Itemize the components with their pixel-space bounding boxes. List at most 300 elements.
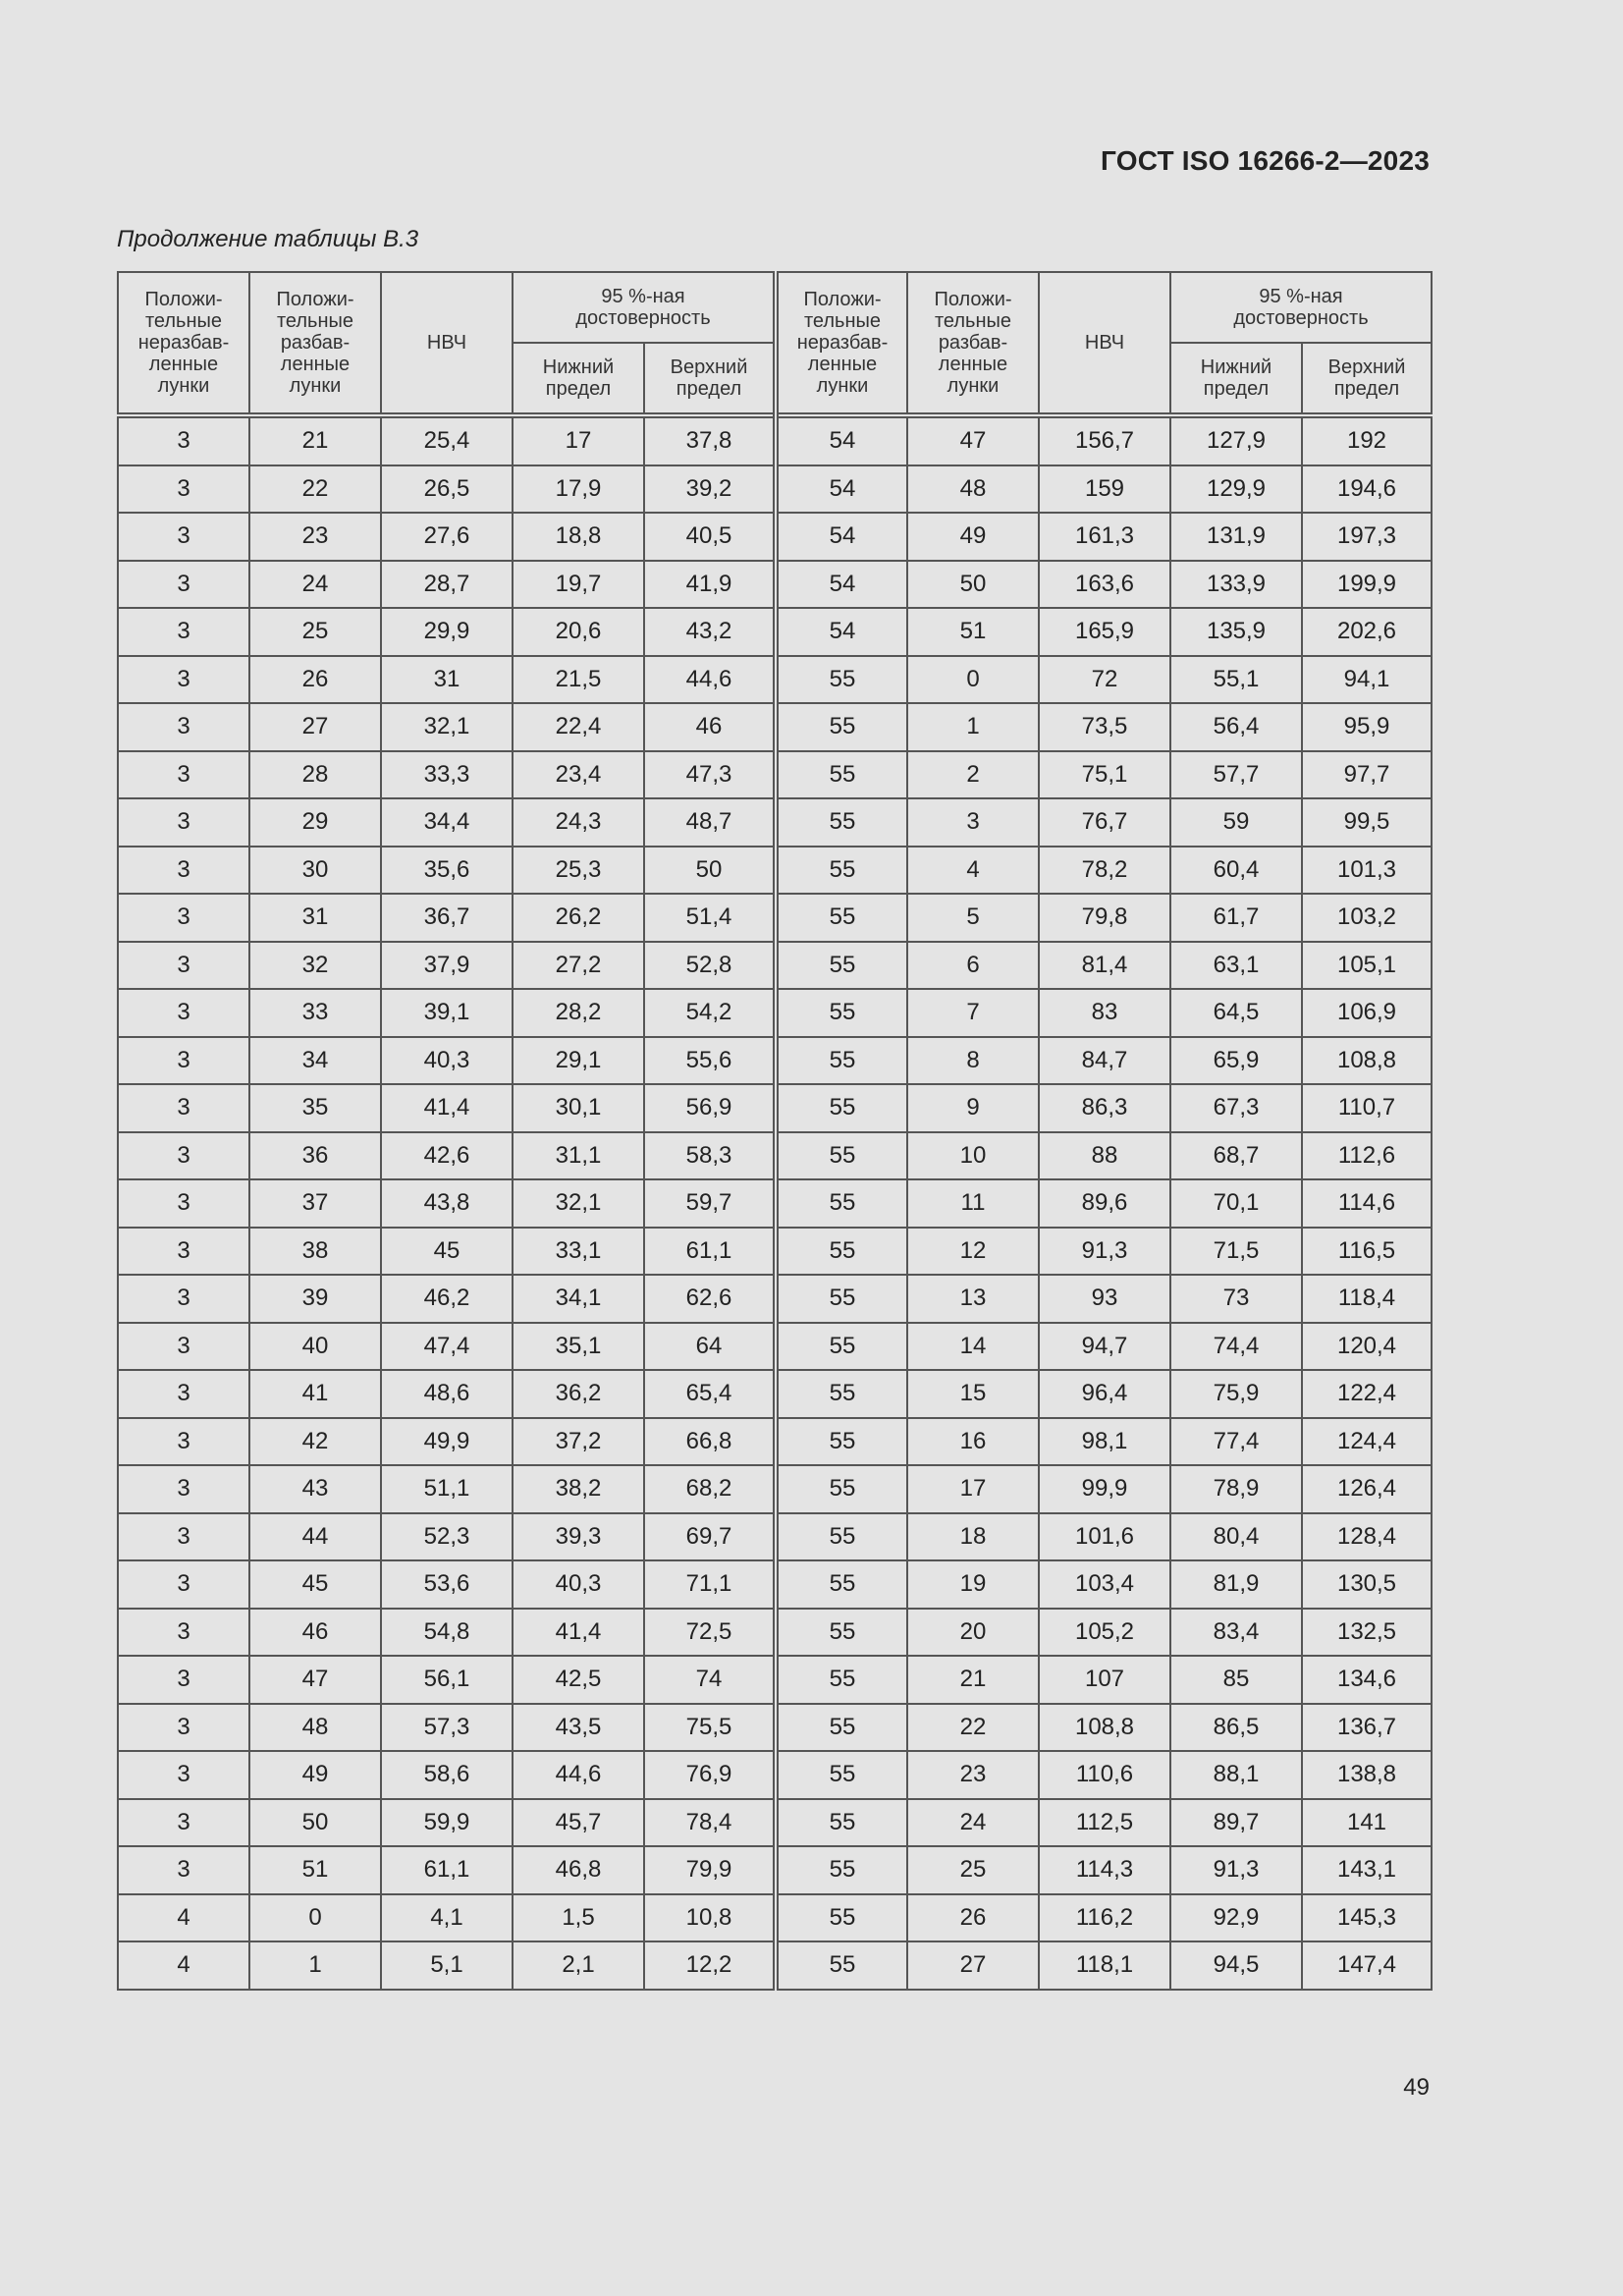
cell-upper: 202,6 [1302,608,1432,656]
cell-lower: 23,4 [513,751,644,799]
cell-pos-diluted: 44 [249,1513,381,1561]
cell-lower: 37,2 [513,1418,644,1466]
cell-upper: 51,4 [644,894,776,942]
header-confidence: 95 %-ная достоверность [1170,272,1432,343]
cell-upper: 68,2 [644,1465,776,1513]
cell-upper: 54,2 [644,989,776,1037]
cell-pos-nondiluted: 3 [118,942,249,990]
cell-mpn: 76,7 [1039,798,1170,847]
cell-mpn: 45 [381,1228,513,1276]
page-number: 49 [1403,2074,1430,2101]
cell-mpn: 34,4 [381,798,513,847]
cell-upper: 192 [1302,415,1432,465]
cell-lower: 21,5 [513,656,644,704]
cell-mpn: 31 [381,656,513,704]
cell-lower: 89,7 [1170,1799,1302,1847]
cell-mpn: 159 [1039,465,1170,514]
cell-mpn: 59,9 [381,1799,513,1847]
cell-pos-nondiluted: 55 [776,1513,907,1561]
cell-mpn: 27,6 [381,513,513,561]
cell-mpn: 56,1 [381,1656,513,1704]
cell-pos-nondiluted: 55 [776,1275,907,1323]
cell-pos-diluted: 0 [907,656,1039,704]
header-mpn: НВЧ [1039,272,1170,415]
cell-mpn: 93 [1039,1275,1170,1323]
cell-pos-diluted: 47 [249,1656,381,1704]
cell-pos-nondiluted: 55 [776,656,907,704]
cell-lower: 26,2 [513,894,644,942]
cell-pos-nondiluted: 4 [118,1894,249,1942]
cell-upper: 105,1 [1302,942,1432,990]
header-lower-limit: Нижний предел [1170,343,1302,415]
cell-upper: 12,2 [644,1941,776,1990]
cell-mpn: 105,2 [1039,1609,1170,1657]
table-row [118,1465,1432,1513]
table-row [118,1132,1432,1180]
cell-pos-diluted: 26 [249,656,381,704]
cell-mpn: 96,4 [1039,1370,1170,1418]
cell-mpn: 78,2 [1039,847,1170,895]
cell-upper: 41,9 [644,561,776,609]
cell-upper: 71,1 [644,1560,776,1609]
cell-lower: 27,2 [513,942,644,990]
cell-pos-diluted: 50 [249,1799,381,1847]
cell-pos-nondiluted: 3 [118,1799,249,1847]
cell-lower: 80,4 [1170,1513,1302,1561]
cell-mpn: 4,1 [381,1894,513,1942]
table-row [118,1656,1432,1704]
cell-mpn: 53,6 [381,1560,513,1609]
cell-mpn: 32,1 [381,703,513,751]
cell-mpn: 110,6 [1039,1751,1170,1799]
cell-pos-nondiluted: 55 [776,1037,907,1085]
table-row [118,798,1432,847]
header-upper-limit: Верхний предел [1302,343,1432,415]
cell-pos-nondiluted: 54 [776,465,907,514]
cell-lower: 56,4 [1170,703,1302,751]
cell-mpn: 98,1 [1039,1418,1170,1466]
cell-upper: 108,8 [1302,1037,1432,1085]
cell-upper: 114,6 [1302,1179,1432,1228]
cell-mpn: 84,7 [1039,1037,1170,1085]
cell-pos-nondiluted: 55 [776,1179,907,1228]
table-row [118,1560,1432,1609]
cell-upper: 55,6 [644,1037,776,1085]
cell-pos-nondiluted: 3 [118,608,249,656]
cell-upper: 74 [644,1656,776,1704]
cell-lower: 2,1 [513,1941,644,1990]
cell-pos-nondiluted: 55 [776,1609,907,1657]
cell-mpn: 163,6 [1039,561,1170,609]
cell-pos-nondiluted: 3 [118,1609,249,1657]
cell-lower: 75,9 [1170,1370,1302,1418]
cell-pos-diluted: 22 [249,465,381,514]
cell-mpn: 26,5 [381,465,513,514]
table-row [118,1513,1432,1561]
cell-pos-diluted: 13 [907,1275,1039,1323]
cell-mpn: 48,6 [381,1370,513,1418]
cell-mpn: 83 [1039,989,1170,1037]
cell-pos-nondiluted: 55 [776,989,907,1037]
cell-pos-diluted: 6 [907,942,1039,990]
cell-pos-diluted: 21 [907,1656,1039,1704]
cell-pos-nondiluted: 55 [776,1704,907,1752]
cell-pos-nondiluted: 3 [118,513,249,561]
cell-pos-diluted: 35 [249,1084,381,1132]
cell-lower: 57,7 [1170,751,1302,799]
cell-upper: 122,4 [1302,1370,1432,1418]
cell-pos-nondiluted: 3 [118,1132,249,1180]
table-row [118,1084,1432,1132]
cell-lower: 63,1 [1170,942,1302,990]
cell-pos-diluted: 32 [249,942,381,990]
cell-pos-nondiluted: 55 [776,1084,907,1132]
cell-mpn: 37,9 [381,942,513,990]
cell-pos-nondiluted: 3 [118,1037,249,1085]
cell-pos-diluted: 14 [907,1323,1039,1371]
cell-pos-nondiluted: 55 [776,942,907,990]
cell-lower: 73 [1170,1275,1302,1323]
cell-pos-diluted: 43 [249,1465,381,1513]
cell-pos-nondiluted: 3 [118,1465,249,1513]
cell-pos-nondiluted: 55 [776,703,907,751]
table-row [118,561,1432,609]
table-row [118,989,1432,1037]
table-row [118,1846,1432,1894]
table-row [118,1323,1432,1371]
cell-lower: 36,2 [513,1370,644,1418]
cell-pos-nondiluted: 3 [118,1560,249,1609]
cell-lower: 83,4 [1170,1609,1302,1657]
cell-pos-diluted: 3 [907,798,1039,847]
cell-lower: 129,9 [1170,465,1302,514]
cell-pos-diluted: 39 [249,1275,381,1323]
cell-lower: 35,1 [513,1323,644,1371]
cell-pos-nondiluted: 3 [118,751,249,799]
cell-mpn: 52,3 [381,1513,513,1561]
cell-mpn: 107 [1039,1656,1170,1704]
cell-mpn: 118,1 [1039,1941,1170,1990]
header-mpn: НВЧ [381,272,513,415]
cell-upper: 59,7 [644,1179,776,1228]
cell-pos-nondiluted: 55 [776,798,907,847]
cell-mpn: 46,2 [381,1275,513,1323]
cell-pos-nondiluted: 54 [776,561,907,609]
table-row [118,703,1432,751]
table-row [118,1894,1432,1942]
cell-pos-diluted: 4 [907,847,1039,895]
cell-pos-diluted: 40 [249,1323,381,1371]
cell-upper: 64 [644,1323,776,1371]
cell-pos-diluted: 17 [907,1465,1039,1513]
cell-pos-nondiluted: 3 [118,894,249,942]
cell-pos-nondiluted: 3 [118,1846,249,1894]
cell-upper: 145,3 [1302,1894,1432,1942]
cell-pos-nondiluted: 3 [118,989,249,1037]
cell-pos-nondiluted: 3 [118,1228,249,1276]
cell-mpn: 47,4 [381,1323,513,1371]
cell-upper: 118,4 [1302,1275,1432,1323]
cell-pos-nondiluted: 55 [776,894,907,942]
cell-pos-diluted: 25 [907,1846,1039,1894]
cell-upper: 69,7 [644,1513,776,1561]
cell-upper: 124,4 [1302,1418,1432,1466]
cell-mpn: 89,6 [1039,1179,1170,1228]
cell-lower: 60,4 [1170,847,1302,895]
cell-mpn: 43,8 [381,1179,513,1228]
cell-upper: 101,3 [1302,847,1432,895]
cell-mpn: 49,9 [381,1418,513,1466]
cell-pos-nondiluted: 54 [776,608,907,656]
cell-lower: 85 [1170,1656,1302,1704]
table-row [118,751,1432,799]
cell-upper: 46 [644,703,776,751]
cell-pos-diluted: 20 [907,1609,1039,1657]
cell-pos-diluted: 27 [249,703,381,751]
cell-lower: 28,2 [513,989,644,1037]
cell-lower: 67,3 [1170,1084,1302,1132]
cell-pos-diluted: 5 [907,894,1039,942]
cell-upper: 79,9 [644,1846,776,1894]
cell-mpn: 39,1 [381,989,513,1037]
cell-upper: 52,8 [644,942,776,990]
cell-lower: 17,9 [513,465,644,514]
table-row [118,656,1432,704]
cell-pos-diluted: 49 [249,1751,381,1799]
cell-pos-nondiluted: 3 [118,1084,249,1132]
cell-pos-diluted: 24 [249,561,381,609]
cell-pos-nondiluted: 3 [118,656,249,704]
cell-upper: 99,5 [1302,798,1432,847]
cell-mpn: 33,3 [381,751,513,799]
cell-pos-diluted: 48 [907,465,1039,514]
cell-pos-nondiluted: 55 [776,1846,907,1894]
table-row [118,513,1432,561]
cell-lower: 39,3 [513,1513,644,1561]
cell-pos-nondiluted: 3 [118,798,249,847]
cell-mpn: 101,6 [1039,1513,1170,1561]
table-row [118,415,1432,465]
cell-pos-diluted: 10 [907,1132,1039,1180]
cell-upper: 141 [1302,1799,1432,1847]
table-row [118,608,1432,656]
cell-upper: 132,5 [1302,1609,1432,1657]
cell-mpn: 41,4 [381,1084,513,1132]
cell-pos-diluted: 1 [249,1941,381,1990]
cell-pos-diluted: 51 [249,1846,381,1894]
cell-lower: 135,9 [1170,608,1302,656]
cell-lower: 88,1 [1170,1751,1302,1799]
cell-upper: 147,4 [1302,1941,1432,1990]
cell-pos-nondiluted: 3 [118,1751,249,1799]
cell-mpn: 103,4 [1039,1560,1170,1609]
table-row [118,942,1432,990]
cell-pos-diluted: 23 [249,513,381,561]
cell-pos-diluted: 27 [907,1941,1039,1990]
cell-pos-diluted: 46 [249,1609,381,1657]
cell-mpn: 86,3 [1039,1084,1170,1132]
cell-mpn: 29,9 [381,608,513,656]
cell-pos-diluted: 21 [249,415,381,465]
cell-pos-diluted: 9 [907,1084,1039,1132]
cell-pos-nondiluted: 3 [118,1656,249,1704]
cell-pos-diluted: 16 [907,1418,1039,1466]
table-row [118,1609,1432,1657]
cell-upper: 194,6 [1302,465,1432,514]
cell-lower: 25,3 [513,847,644,895]
cell-lower: 127,9 [1170,415,1302,465]
cell-mpn: 25,4 [381,415,513,465]
cell-upper: 10,8 [644,1894,776,1942]
cell-mpn: 40,3 [381,1037,513,1085]
cell-mpn: 5,1 [381,1941,513,1990]
cell-lower: 61,7 [1170,894,1302,942]
cell-upper: 116,5 [1302,1228,1432,1276]
cell-pos-diluted: 45 [249,1560,381,1609]
cell-upper: 39,2 [644,465,776,514]
cell-pos-nondiluted: 55 [776,1465,907,1513]
cell-upper: 50 [644,847,776,895]
cell-mpn: 72 [1039,656,1170,704]
table-row [118,1941,1432,1990]
cell-upper: 76,9 [644,1751,776,1799]
cell-pos-diluted: 31 [249,894,381,942]
cell-pos-diluted: 37 [249,1179,381,1228]
header-confidence: 95 %-ная достоверность [513,272,776,343]
cell-pos-diluted: 23 [907,1751,1039,1799]
cell-pos-diluted: 36 [249,1132,381,1180]
table-row [118,1418,1432,1466]
cell-pos-diluted: 11 [907,1179,1039,1228]
cell-lower: 45,7 [513,1799,644,1847]
cell-lower: 20,6 [513,608,644,656]
cell-lower: 71,5 [1170,1228,1302,1276]
cell-lower: 18,8 [513,513,644,561]
cell-upper: 44,6 [644,656,776,704]
cell-lower: 1,5 [513,1894,644,1942]
header-positive-diluted: Положи- тельные разбав- ленные лунки [249,272,381,415]
cell-pos-diluted: 12 [907,1228,1039,1276]
cell-pos-nondiluted: 55 [776,1799,907,1847]
cell-lower: 81,9 [1170,1560,1302,1609]
cell-pos-nondiluted: 55 [776,1228,907,1276]
cell-mpn: 81,4 [1039,942,1170,990]
cell-lower: 55,1 [1170,656,1302,704]
cell-lower: 17 [513,415,644,465]
cell-pos-diluted: 24 [907,1799,1039,1847]
cell-lower: 46,8 [513,1846,644,1894]
cell-pos-diluted: 0 [249,1894,381,1942]
cell-pos-nondiluted: 4 [118,1941,249,1990]
cell-lower: 30,1 [513,1084,644,1132]
cell-upper: 112,6 [1302,1132,1432,1180]
cell-mpn: 112,5 [1039,1799,1170,1847]
cell-mpn: 99,9 [1039,1465,1170,1513]
cell-pos-diluted: 1 [907,703,1039,751]
cell-lower: 42,5 [513,1656,644,1704]
cell-lower: 77,4 [1170,1418,1302,1466]
cell-pos-diluted: 26 [907,1894,1039,1942]
header-positive-nondiluted: Положи- тельные неразбав- ленные лунки [118,272,249,415]
header-positive-diluted: Положи- тельные разбав- ленные лунки [907,272,1039,415]
cell-pos-nondiluted: 55 [776,1323,907,1371]
cell-pos-diluted: 49 [907,513,1039,561]
cell-mpn: 79,8 [1039,894,1170,942]
cell-pos-nondiluted: 3 [118,1323,249,1371]
cell-pos-diluted: 48 [249,1704,381,1752]
cell-upper: 134,6 [1302,1656,1432,1704]
cell-pos-nondiluted: 3 [118,561,249,609]
cell-pos-diluted: 34 [249,1037,381,1085]
table-row [118,847,1432,895]
cell-pos-nondiluted: 3 [118,1275,249,1323]
cell-pos-nondiluted: 3 [118,703,249,751]
cell-upper: 197,3 [1302,513,1432,561]
cell-pos-nondiluted: 3 [118,1418,249,1466]
cell-upper: 110,7 [1302,1084,1432,1132]
cell-mpn: 75,1 [1039,751,1170,799]
cell-pos-diluted: 42 [249,1418,381,1466]
cell-upper: 130,5 [1302,1560,1432,1609]
cell-pos-nondiluted: 3 [118,1370,249,1418]
cell-pos-nondiluted: 55 [776,1656,907,1704]
table-row [118,1179,1432,1228]
cell-lower: 31,1 [513,1132,644,1180]
cell-lower: 86,5 [1170,1704,1302,1752]
cell-pos-nondiluted: 55 [776,1418,907,1466]
cell-lower: 24,3 [513,798,644,847]
table-row [118,894,1432,942]
cell-mpn: 57,3 [381,1704,513,1752]
cell-upper: 47,3 [644,751,776,799]
cell-pos-nondiluted: 55 [776,847,907,895]
cell-mpn: 36,7 [381,894,513,942]
cell-upper: 75,5 [644,1704,776,1752]
cell-pos-nondiluted: 55 [776,1751,907,1799]
cell-mpn: 114,3 [1039,1846,1170,1894]
cell-lower: 65,9 [1170,1037,1302,1085]
table-row [118,1370,1432,1418]
table-caption: Продолжение таблицы В.3 [117,226,419,252]
table-row [118,1704,1432,1752]
cell-lower: 74,4 [1170,1323,1302,1371]
table-row [118,1037,1432,1085]
cell-mpn: 51,1 [381,1465,513,1513]
table-body [118,415,1432,1990]
document-code: ГОСТ ISO 16266-2—2023 [1101,145,1430,176]
cell-pos-diluted: 30 [249,847,381,895]
cell-upper: 138,8 [1302,1751,1432,1799]
cell-upper: 62,6 [644,1275,776,1323]
cell-upper: 106,9 [1302,989,1432,1037]
cell-lower: 41,4 [513,1609,644,1657]
cell-upper: 143,1 [1302,1846,1432,1894]
cell-mpn: 58,6 [381,1751,513,1799]
cell-mpn: 94,7 [1039,1323,1170,1371]
cell-lower: 19,7 [513,561,644,609]
cell-pos-diluted: 38 [249,1228,381,1276]
cell-mpn: 54,8 [381,1609,513,1657]
cell-lower: 40,3 [513,1560,644,1609]
table-row [118,1228,1432,1276]
cell-upper: 103,2 [1302,894,1432,942]
header-upper-limit: Верхний предел [644,343,776,415]
cell-pos-nondiluted: 55 [776,1894,907,1942]
data-table [117,271,1433,1991]
cell-upper: 37,8 [644,415,776,465]
cell-upper: 128,4 [1302,1513,1432,1561]
cell-mpn: 28,7 [381,561,513,609]
